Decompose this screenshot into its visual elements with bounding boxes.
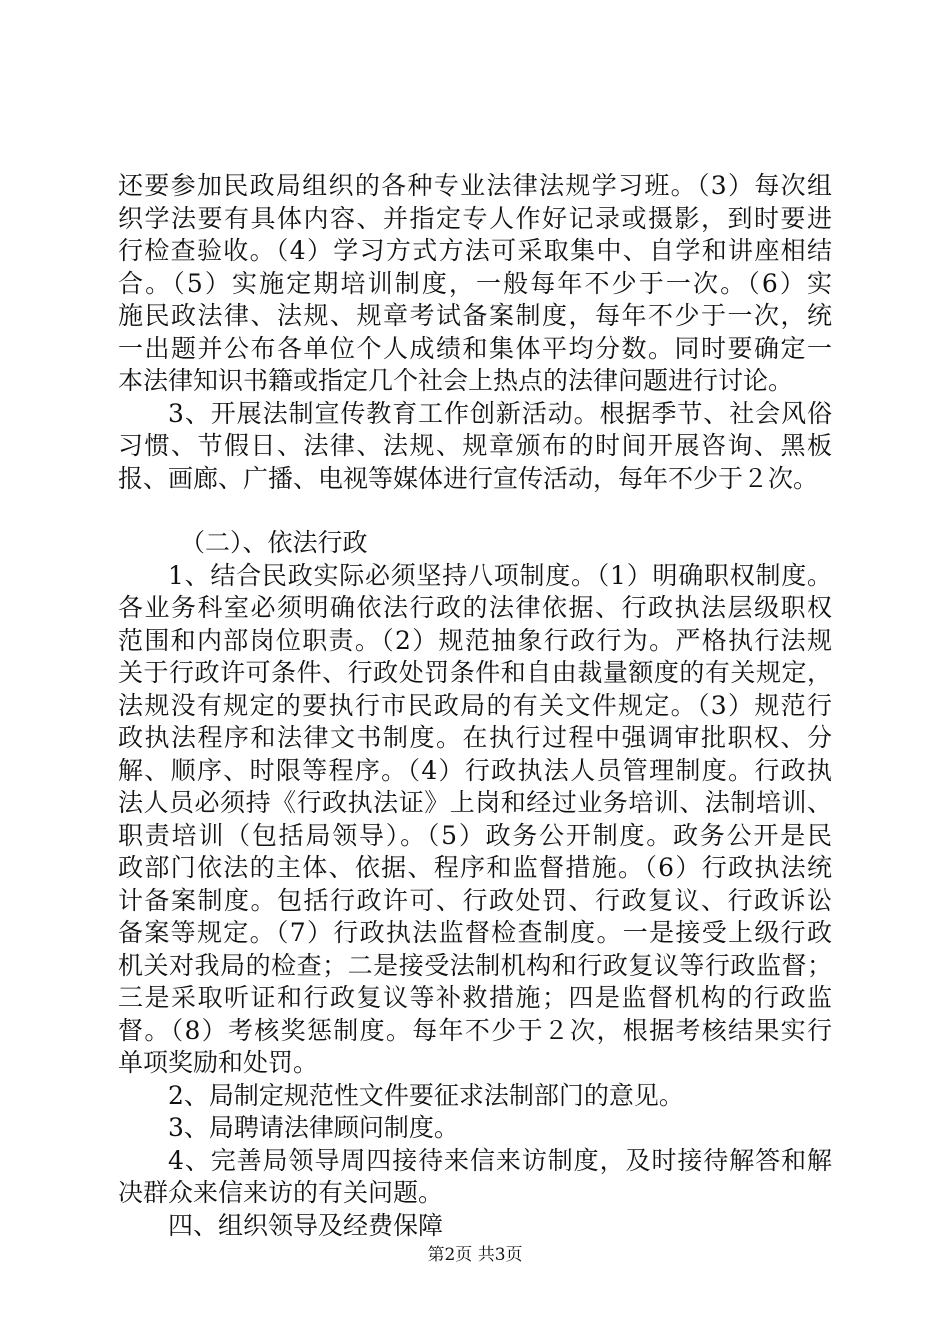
paragraph-line: 施民政法律、法规、规章考试备案制度，每年不少于一次，统 (118, 301, 832, 330)
paragraph-line: 关于行政许可条件、行政处罚条件和自由裁量额度的有关规定， (118, 658, 832, 687)
paragraph-line: 习惯、节假日、法律、法规、规章颁布的时间开展咨询、黑板 (118, 431, 832, 460)
section-heading: 四、组织领导及经费保障 (168, 1210, 444, 1240)
document-body (118, 170, 832, 1242)
paragraph-line: 决群众来信来访的有关问题。 (118, 1178, 444, 1207)
paragraph-line: 法人员必须持《行政执法证》上岗和经过业务培训、法制培训、 (118, 788, 832, 817)
paragraph-line: 一出题并公布各单位个人成绩和集体平均分数。同时要确定一 (118, 333, 832, 363)
paragraph-line: 政部门依法的主体、依据、程序和监督措施。（6）行政执法统 (118, 853, 832, 882)
paragraph-line: 1、结合民政实际必须坚持八项制度。（1）明确职权制度。 (168, 560, 832, 590)
paragraph-line: 3、局聘请法律顾问制度。 (168, 1113, 459, 1142)
paragraph-line: 3、开展法制宣传教育工作创新活动。根据季节、社会风俗 (168, 398, 832, 428)
paragraph-line: 单项奖励和处罚。 (118, 1048, 319, 1077)
paragraph-line: 4、完善局领导周四接待来信来访制度，及时接待解答和解 (168, 1145, 832, 1175)
paragraph-line: 备案等规定。（7）行政执法监督检查制度。一是接受上级行政 (118, 918, 832, 947)
paragraph-line: 织学法要有具体内容、并指定专人作好记录或摄影，到时要进 (118, 203, 832, 233)
paragraph-line: 职责培训（包括局领导）。（5）政务公开制度。政务公开是民 (118, 820, 832, 850)
paragraph-line: 督。（8）考核奖惩制度。每年不少于２次，根据考核结果实行 (118, 1015, 832, 1045)
paragraph-line: 还要参加民政局组织的各种专业法律法规学习班。（3）每次组 (118, 171, 832, 200)
paragraph-line: 报、画廊、广播、电视等媒体进行宣传活动，每年不少于２次。 (118, 463, 819, 493)
paragraph-line: 范围和内部岗位职责。（2）规范抽象行政行为。严格执行法规 (118, 625, 832, 655)
paragraph-line: 机关对我局的检查；二是接受法制机构和行政复议等行政监督； (118, 950, 832, 980)
section-heading: （二）、依法行政 (180, 528, 368, 557)
paragraph-line: 计备案制度。包括行政许可、行政处罚、行政复议、行政诉讼 (118, 885, 832, 915)
paragraph-line: 行检查验收。（4）学习方式方法可采取集中、自学和讲座相结 (118, 236, 832, 265)
paragraph-line: 2、局制定规范性文件要征求法制部门的意见。 (168, 1080, 684, 1110)
paragraph-line: 解、顺序、时限等程序。（4）行政执法人员管理制度。行政执 (118, 755, 832, 785)
paragraph-line: 本法律知识书籍或指定几个社会上热点的法律问题进行讨论。 (118, 366, 794, 395)
paragraph-gap (118, 495, 832, 527)
page-footer: 第2页 共3页 (427, 1245, 523, 1265)
paragraph-line: 三是采取听证和行政复议等补救措施；四是监督机构的行政监 (118, 983, 832, 1012)
paragraph-line: 合。（5）实施定期培训制度，一般每年不少于一次。（6）实 (118, 268, 832, 298)
paragraph-line: 法规没有规定的要执行市民政局的有关文件规定。（3）规范行 (118, 690, 832, 720)
paragraph-line: 政执法程序和法律文书制度。在执行过程中强调审批职权、分 (118, 723, 832, 752)
paragraph-line: 各业务科室必须明确依法行政的法律依据、行政执法层级职权 (118, 593, 832, 622)
